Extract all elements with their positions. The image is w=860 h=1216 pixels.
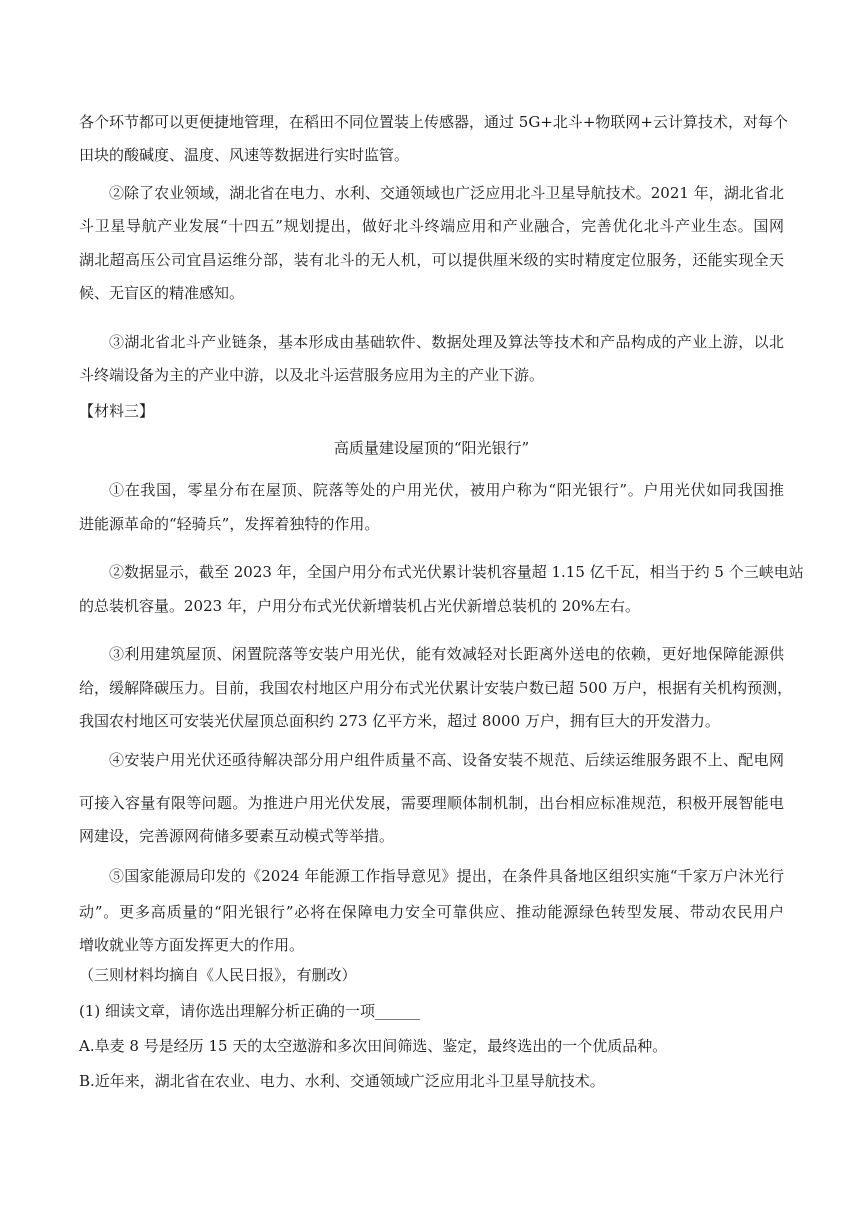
paragraph-line: 增收就业等方面发挥更大的作用。 [79, 936, 305, 954]
paragraph-line: ③利用建筑屋顶、闲置院落等安装户用光伏，能有效减轻对长距离外送电的依赖，更好地保障能源供 [109, 645, 784, 663]
paragraph-line: ②数据显示，截至 2023 年，全国户用分布式光伏累计装机容量超 1.15 亿千瓦，相当于约 5 个三峡电站 [109, 563, 804, 581]
paragraph-line: 我国农村地区可安装光伏屋顶总面积约 273 亿平方米，超过 8000 万户，拥有巨大的开发潜力。 [79, 712, 720, 730]
question-stem: (1) 细读文章，请你选出理解分析正确的一项______ [79, 1002, 421, 1020]
paragraph-line: ⑤国家能源局印发的《2024 年能源工作指导意见》提出，在条件具备地区组织实施“千家万户沐光行 [109, 867, 784, 885]
paragraph-line: 的总装机容量。2023 年，户用分布式光伏新增装机占光伏新增总装机的 20%左右。 [79, 597, 641, 615]
paragraph-line: 动”。更多高质量的“阳光银行”必将在保障电力安全可靠供应、推动能源绿色转型发展、带动农民用户 [79, 903, 784, 921]
paragraph-line: 斗卫星导航产业发展“十四五”规划提出，做好北斗终端应用和产业融合，完善优化北斗产业生态。国网 [79, 217, 784, 235]
section-heading: 【材料三】 [79, 402, 155, 420]
paragraph-line: 进能源革命的“轻骑兵”，发挥着独特的作用。 [79, 515, 380, 533]
paragraph-line: 可接入容量有限等问题。为推进户用光伏发展，需要理顺体制机制，出台相应标准规范，积极开展智能电 [79, 794, 784, 812]
paragraph-line: 各个环节都可以更便捷地管理，在稻田不同位置装上传感器，通过 5G+北斗+物联网+云计算技术，对每个 [79, 113, 789, 131]
option-a: A.阜麦 8 号是经历 15 天的太空遨游和多次田间筛选、鉴定，最终选出的一个优质品种。 [79, 1037, 668, 1055]
paragraph-line: 湖北超高压公司宜昌运维分部，装有北斗的无人机，可以提供厘米级的实时精度定位服务，还能实现全天 [79, 251, 784, 269]
paragraph-line: 斗终端设备为主的产业中游，以及北斗运营服务应用为主的产业下游。 [79, 366, 545, 384]
paragraph-line: ③湖北省北斗产业链条，基本形成由基础软件、数据处理及算法等技术和产品构成的产业上游，以北 [109, 333, 784, 351]
paragraph-line: ②除了农业领域，湖北省在电力、水利、交通领域也广泛应用北斗卫星导航技术。2021 年，湖北省北 [109, 184, 784, 202]
option-b: B.近年来，湖北省在农业、电力、水利、交通领域广泛应用北斗卫星导航技术。 [79, 1072, 605, 1090]
paragraph-line: ④安装户用光伏还亟待解决部分用户组件质量不高、设备安装不规范、后续运维服务跟不上、配电网 [109, 751, 784, 769]
paragraph-line: 候、无盲区的精准感知。 [79, 284, 245, 302]
paragraph-line: 网建设，完善源网荷储多要素互动模式等举措。 [79, 827, 395, 845]
paragraph-line: ①在我国，零星分布在屋顶、院落等处的户用光伏，被用户称为“阳光银行”。户用光伏如同我国推 [109, 481, 784, 499]
paragraph-line: 给，缓解降碳压力。目前，我国农村地区户用分布式光伏累计安装户数已超 500 万户，根据有关机构预测， [79, 679, 793, 697]
paragraph-line: 田块的酸碱度、温度、风速等数据进行实时监管。 [79, 146, 410, 164]
article-title: 高质量建设屋顶的“阳光银行” [333, 439, 530, 457]
source-note: （三则材料均摘自《人民日报》，有删改） [79, 966, 357, 984]
